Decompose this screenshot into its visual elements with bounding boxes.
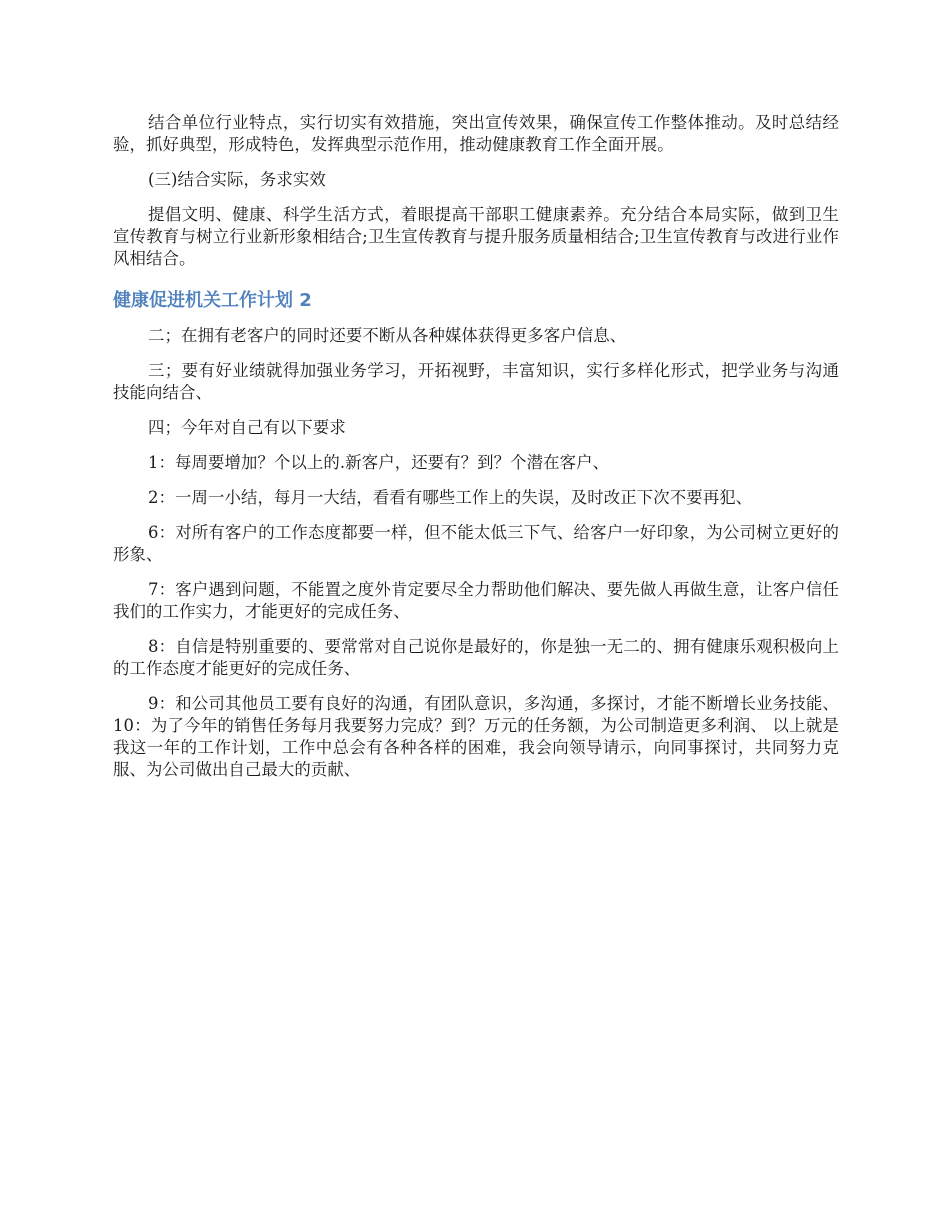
paragraph-publicity-effect: 结合单位行业特点，实行切实有效措施，突出宣传效果，确保宣传工作整体推动。及时总结经验，抓好典型，形成特色，发挥典型示范作用，推动健康教育工作全面开展。 (113, 113, 839, 154)
paragraph-requirement-1: 1：每周要增加？个以上的.新客户，还要有？到？个潜在客户、 (148, 453, 610, 472)
paragraph-requirement-7: 7：客户遇到问题，不能置之度外肯定要尽全力帮助他们解决、要先做人再做生意，让客户信任我们的工作实力，才能更好的完成任务、 (113, 580, 839, 621)
paragraph-requirement-6: 6：对所有客户的工作态度都要一样，但不能太低三下气、给客户一好印象，为公司树立更好的形象、 (113, 523, 839, 564)
paragraph-requirement-2: 2：一周一小结，每月一大结，看看有哪些工作上的失误，及时改正下次不要再犯、 (148, 488, 753, 507)
paragraph-section-three-title: (三)结合实际，务求实效 (148, 170, 326, 189)
paragraph-item-three: 三；要有好业绩就得加强业务学习，开拓视野，丰富知识，实行多样化形式，把学业务与沟通技能向结合、 (113, 361, 839, 402)
section-heading: 健康促进机关工作计划 2 (113, 290, 312, 311)
paragraph-healthy-lifestyle: 提倡文明、健康、科学生活方式，着眼提高干部职工健康素养。充分结合本局实际，做到卫生宣传教育与树立行业新形象相结合;卫生宣传教育与提升服务质量相结合;卫生宣传教育与改进行业作风相结合。 (113, 205, 839, 268)
paragraph-requirement-8: 8：自信是特别重要的、要常常对自己说你是最好的，你是独一无二的、拥有健康乐观积极向上的工作态度才能更好的完成任务、 (113, 637, 839, 678)
paragraph-item-four: 四；今年对自己有以下要求 (148, 418, 346, 437)
document-page (113, 112, 839, 794)
paragraph-item-two: 二；在拥有老客户的同时还要不断从各种媒体获得更多客户信息、 (148, 326, 627, 345)
paragraph-requirement-9-10: 9：和公司其他员工要有良好的沟通，有团队意识，多沟通，多探讨，才能不断增长业务技能、 10：为了今年的销售任务每月我要努力完成？到？万元的任务额，为公司制造更多利润、 以上就是我这一年的工作计划，工作中总会有各种各样的困难，我会向领导请示，向同事探讨，共同努力克服、为公司做出自己最大的贡献、 (113, 694, 839, 779)
